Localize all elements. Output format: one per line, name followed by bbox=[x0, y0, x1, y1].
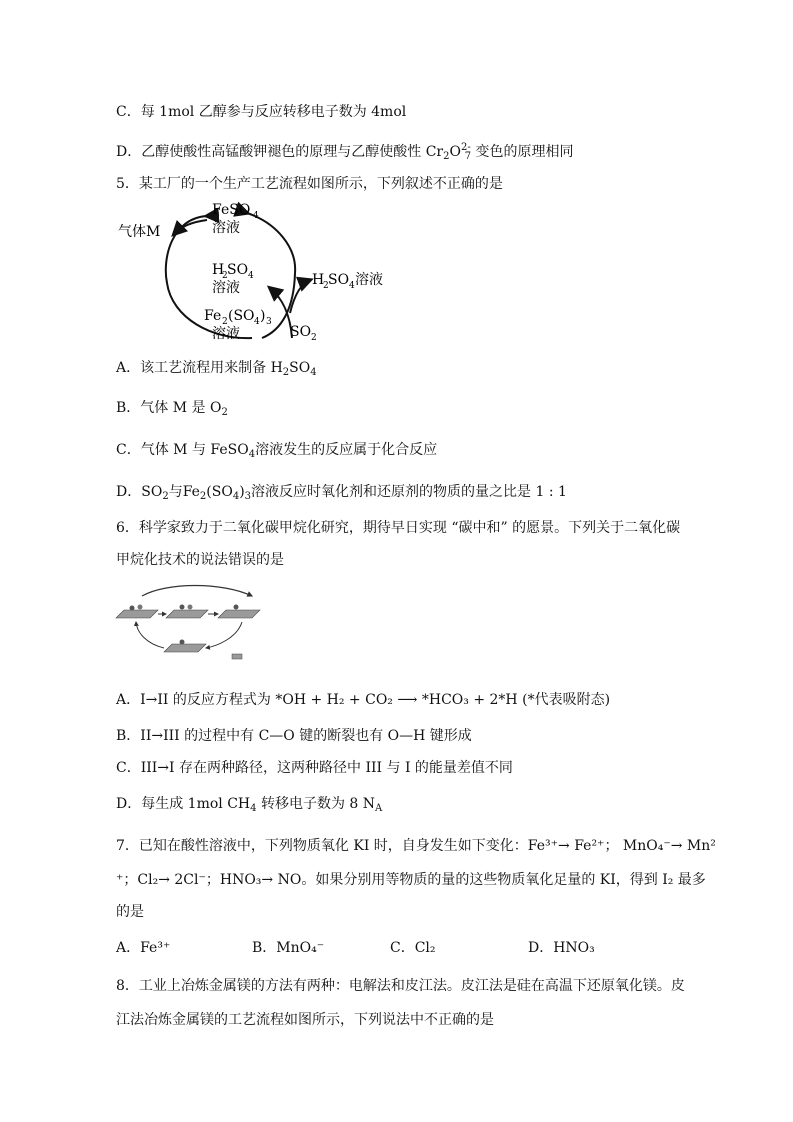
surface-iii bbox=[218, 605, 260, 619]
q5-stem: 5．某工厂的一个生产工艺流程如图所示，下列叙述不正确的是 bbox=[116, 176, 503, 192]
svg-text:(SO: (SO bbox=[228, 308, 255, 324]
svg-text:FeSO: FeSO bbox=[212, 202, 251, 218]
q6-stem-line1: 6．科学家致力于二氧化碳甲烷化研究，期待早日实现 “碳中和” 的愿景。下列关于二氧化碳 bbox=[116, 520, 681, 536]
surface-ii bbox=[166, 605, 208, 619]
svg-text:4: 4 bbox=[254, 317, 260, 327]
q8-stem-line2: 江法冶炼金属镁的工艺流程如图所示，下列说法中不正确的是 bbox=[116, 1012, 494, 1028]
q5-option-b: B．气体 M 是 $O_2$ bbox=[116, 400, 228, 418]
svg-text:H: H bbox=[312, 272, 325, 288]
q6-option-b: B．II→III 的过程中有 C—O 键的断裂也有 O—H 键形成 bbox=[116, 728, 472, 744]
svg-text:2: 2 bbox=[323, 281, 329, 291]
q5-option-a: A．该工艺流程用来制备 $H_2SO_4$ bbox=[116, 360, 317, 378]
svg-text:4: 4 bbox=[248, 271, 254, 281]
svg-text:2: 2 bbox=[222, 271, 228, 281]
svg-text:溶液: 溶液 bbox=[212, 280, 240, 296]
svg-text:SO: SO bbox=[227, 262, 249, 278]
q7-option-c: C．Cl₂ bbox=[390, 940, 436, 956]
fe2so43-label bbox=[204, 308, 272, 342]
q7-stem-line3: 的是 bbox=[116, 904, 144, 920]
svg-text:溶液: 溶液 bbox=[212, 220, 240, 236]
svg-text:): ) bbox=[260, 308, 266, 324]
q4-option-d: D．乙醇使酸性高锰酸钾褪色的原理与乙醇使酸性 $Cr_2O^{2-}_7$ 变色的原理相同 bbox=[116, 142, 574, 162]
q6-stem-line2: 甲烷化技术的说法错误的是 bbox=[116, 552, 284, 568]
surface-iv bbox=[164, 640, 206, 653]
q6-option-c: C．III→I 存在两种路径，这两种路径中 III 与 I 的能量差值不同 bbox=[116, 760, 513, 776]
feso4-label bbox=[212, 202, 259, 236]
h2so4-product-label bbox=[312, 271, 383, 291]
svg-text:2: 2 bbox=[222, 317, 228, 327]
q6-catalysis-diagram bbox=[112, 578, 277, 664]
q7-option-a: A．Fe³⁺ bbox=[116, 940, 171, 956]
surface-i bbox=[116, 605, 158, 619]
svg-text:4: 4 bbox=[253, 211, 259, 221]
so2-label bbox=[290, 324, 317, 343]
q6-equation: *OH + H₂ + CO₂ ⟶ *HCO₃ + 2*H bbox=[275, 692, 518, 708]
q7-stem-line2: ⁺；Cl₂→ 2Cl⁻；HNO₃→ NO。如果分别用等物质的量的这些物质氧化足量的 KI，得到 I₂ 最多 bbox=[116, 872, 706, 888]
svg-text:SO: SO bbox=[290, 324, 312, 340]
svg-text:溶液: 溶液 bbox=[355, 272, 383, 288]
svg-text:4: 4 bbox=[349, 281, 355, 291]
q7-option-d: D．HNO₃ bbox=[528, 940, 595, 956]
svg-text:SO: SO bbox=[328, 272, 350, 288]
q7-stem-line1: 7．已知在酸性溶液中，下列物质氧化 KI 时，自身发生如下变化：Fe³⁺→ Fe²⁺； MnO₄⁻→ Mn² bbox=[116, 838, 716, 854]
q6-option-a: A．I→II 的反应方程式为 *OH + H₂ + CO₂ ⟶ *HCO₃ + 2*H (*代表吸附态) bbox=[116, 692, 611, 708]
svg-text:H: H bbox=[212, 262, 225, 278]
q5-option-c: C．气体 M 与 FeSO$_4$溶液发生的反应属于化合反应 bbox=[116, 442, 438, 460]
q6-option-d: D．每生成 1mol $CH_4$ 转移电子数为 8 $N_A$ bbox=[116, 796, 383, 814]
q7-option-b: B．MnO₄⁻ bbox=[252, 940, 325, 956]
svg-text:3: 3 bbox=[266, 317, 272, 327]
q4-option-c: C．每 1mol 乙醇参与反应转移电子数为 4mol bbox=[116, 104, 407, 120]
svg-text:2: 2 bbox=[311, 333, 317, 343]
svg-text:溶液: 溶液 bbox=[212, 326, 240, 342]
q5-option-d: D．$SO_2$与$Fe_2(SO_4)_3$溶液反应时氧化剂和还原剂的物质的量之比是 1 : 1 bbox=[116, 484, 567, 502]
gas-m-label: 气体M bbox=[118, 224, 161, 240]
svg-text:Fe: Fe bbox=[204, 308, 222, 324]
q5-process-diagram bbox=[112, 198, 412, 348]
h2so4-label bbox=[212, 262, 254, 296]
q8-stem-line1: 8．工业上冶炼金属镁的方法有两种：电解法和皮江法。皮江法是硅在高温下还原氧化镁。皮 bbox=[116, 978, 685, 994]
